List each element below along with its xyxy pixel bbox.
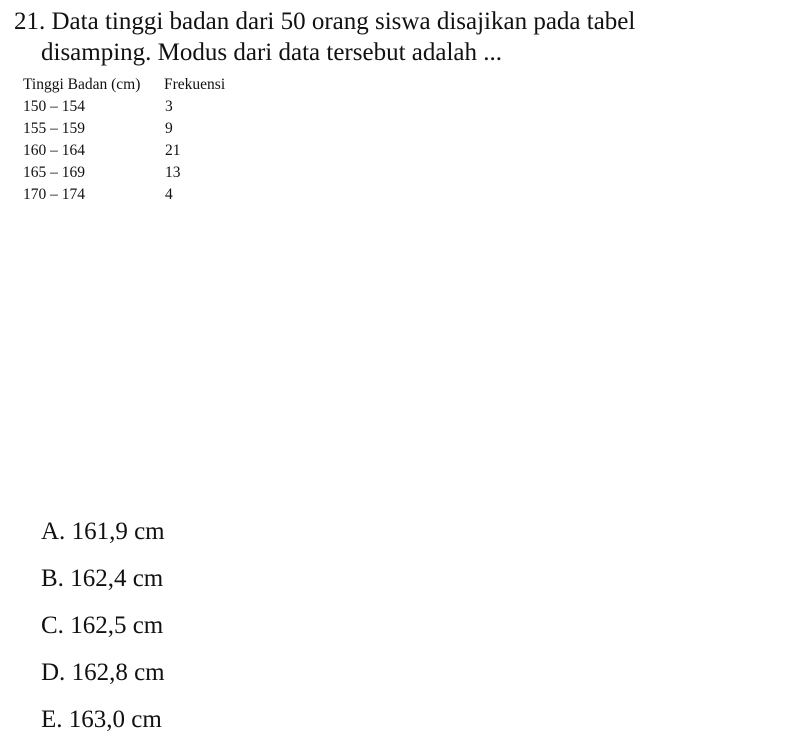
question-line-1-text: Data tinggi badan dari 50 orang siswa disajikan pada tabel [51, 8, 636, 35]
header-height: Tinggi Badan (cm) [23, 76, 141, 93]
table-row [23, 184, 225, 206]
interval-cell: 170 – 174 [23, 186, 85, 203]
interval-cell: 165 – 169 [23, 164, 85, 181]
table-header-row [23, 74, 225, 96]
option-text: 163,0 cm [68, 706, 162, 733]
option-letter: E. [41, 706, 63, 733]
option-c[interactable] [41, 608, 165, 655]
header-frequency: Frekuensi [164, 76, 226, 93]
option-text: 162,5 cm [70, 612, 164, 639]
option-b[interactable] [41, 561, 165, 608]
frequency-cell: 3 [165, 98, 173, 115]
option-letter: C. [41, 612, 64, 639]
interval-cell: 155 – 159 [23, 120, 85, 137]
question-text [14, 6, 784, 68]
question-line-2: disamping. Modus dari data tersebut adalah ... [41, 39, 502, 66]
table-row [23, 140, 225, 162]
answer-options [41, 514, 165, 749]
frequency-cell: 21 [165, 142, 181, 159]
table-row [23, 162, 225, 184]
option-text: 162,4 cm [70, 565, 164, 592]
option-a[interactable] [41, 514, 165, 561]
option-text: 162,8 cm [71, 659, 165, 686]
option-e[interactable] [41, 702, 165, 749]
frequency-cell: 13 [165, 164, 181, 181]
interval-cell: 150 – 154 [23, 98, 85, 115]
frequency-cell: 9 [165, 120, 173, 137]
option-letter: D. [41, 659, 66, 686]
interval-cell: 160 – 164 [23, 142, 85, 159]
option-letter: B. [41, 565, 64, 592]
question-line-1 [14, 6, 784, 37]
table-row [23, 96, 225, 118]
frequency-cell: 4 [165, 186, 173, 203]
question-number: 21. [14, 8, 46, 35]
table-row [23, 118, 225, 140]
option-letter: A. [41, 518, 66, 545]
option-text: 161,9 cm [71, 518, 165, 545]
option-d[interactable] [41, 655, 165, 702]
frequency-table [23, 74, 225, 206]
